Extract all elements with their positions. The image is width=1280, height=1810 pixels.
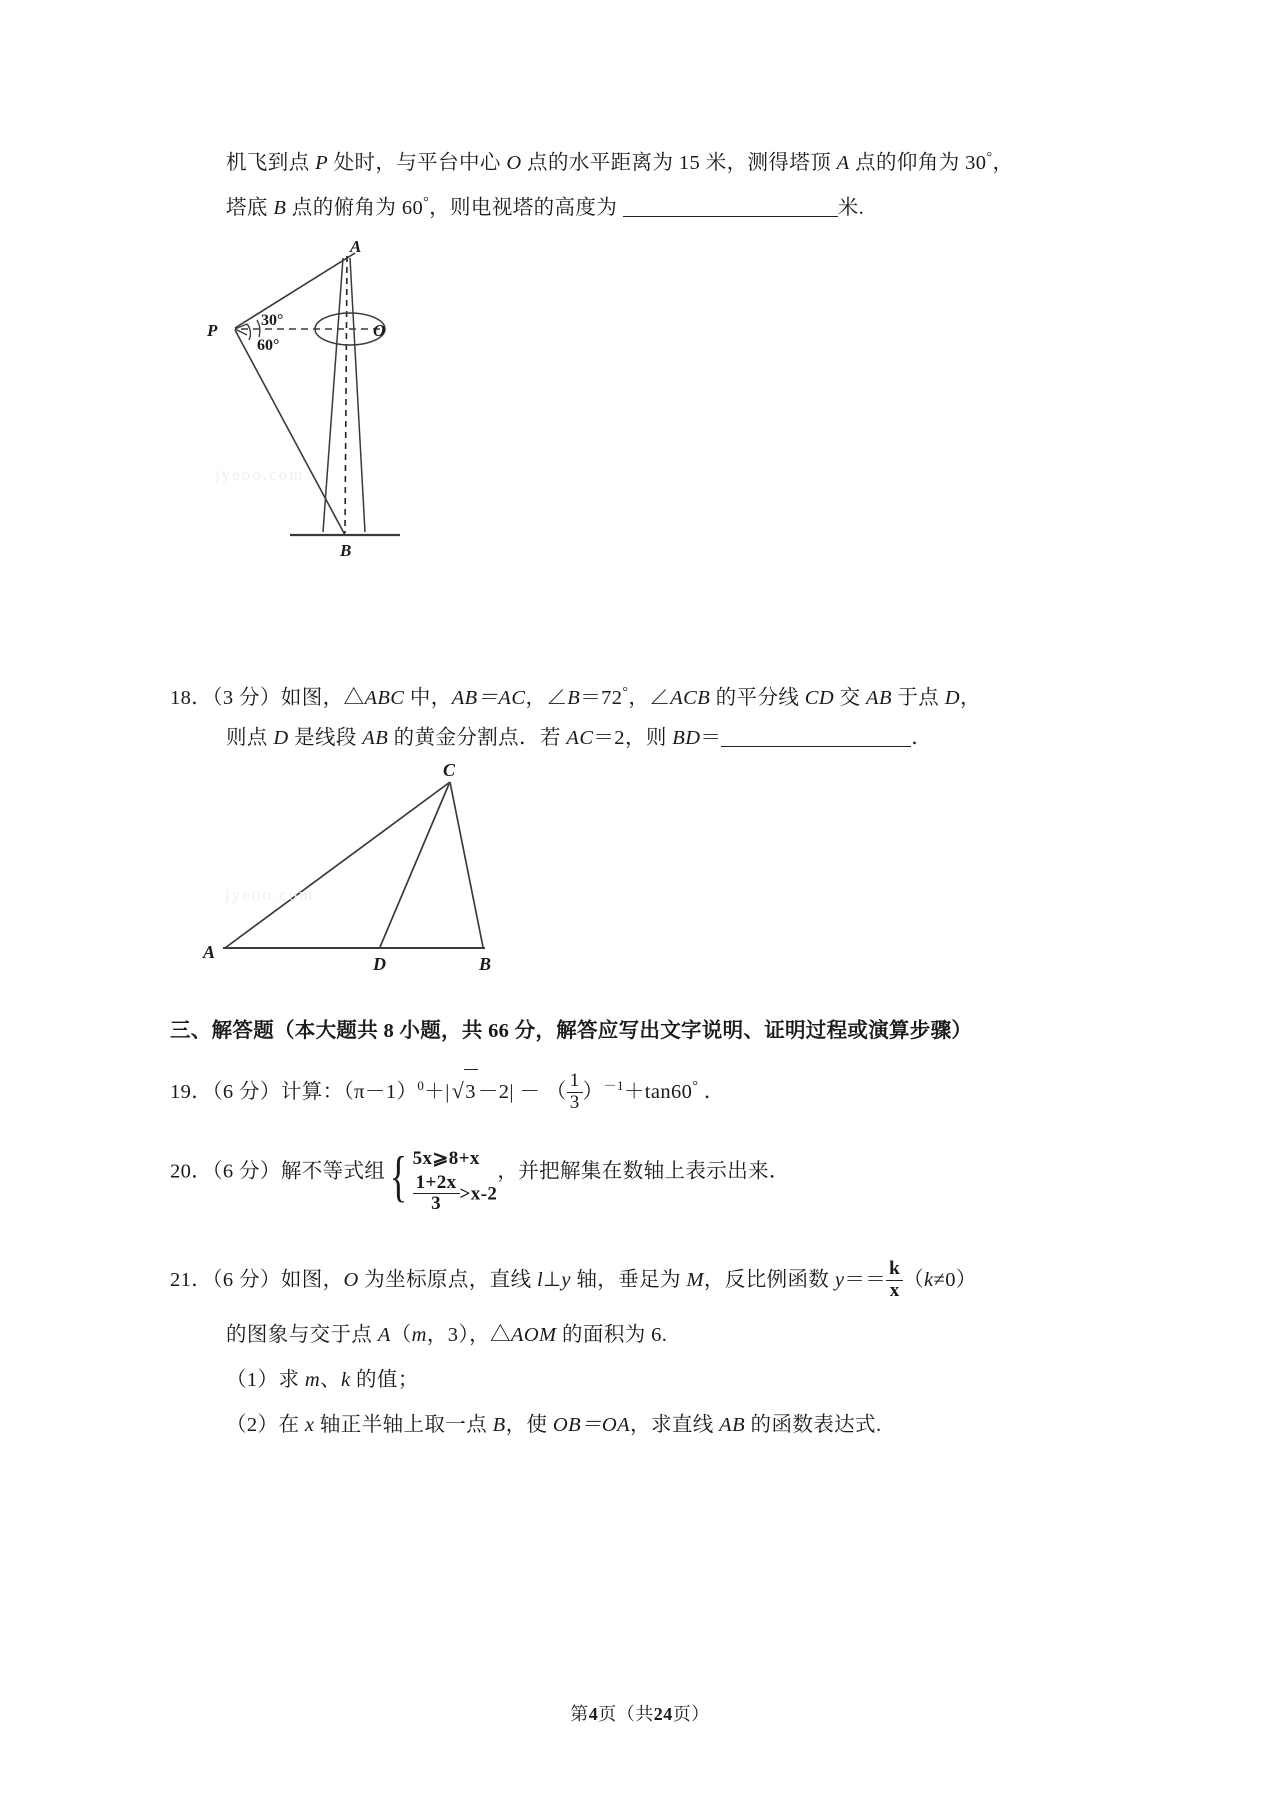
q18-text-k: 是线段: [288, 727, 363, 749]
fig17-label-O: O: [373, 321, 386, 340]
page-footer: [0, 1700, 1280, 1726]
q20-number: 20．: [170, 1160, 213, 1183]
question21-sub2: [226, 1403, 881, 1448]
q19-period: ．: [703, 1080, 725, 1103]
q21-number: 21．: [170, 1269, 213, 1291]
q21-line-l: l: [537, 1269, 544, 1291]
q21-sub1-m: m: [304, 1369, 321, 1391]
q21-text-g: ≠0）: [933, 1269, 977, 1291]
q21-sub2-point-b: B: [492, 1414, 506, 1436]
q21-triangle-aom: AOM: [510, 1324, 557, 1346]
q18-text-a: 如图，△: [280, 686, 365, 709]
footer-total-pages: 24: [653, 1704, 673, 1724]
section-heading-part3: 分，解答应写出文字说明、证明过程或演算步骤）: [509, 1020, 973, 1042]
q19-fraction: [567, 1071, 583, 1113]
q17-point-o: O: [506, 151, 522, 174]
q21-axis-y: y: [561, 1269, 571, 1291]
q19-number: 19．: [170, 1080, 213, 1103]
q21-point-m: M: [686, 1269, 704, 1291]
q20-frac-num: 1+2x: [415, 1171, 457, 1193]
q17-text-g: 点的俯角为 60: [286, 196, 424, 219]
q21-sub1-c: 的值；: [350, 1369, 419, 1391]
q20-system: [413, 1148, 498, 1215]
q18-period: ．: [911, 727, 933, 749]
q18-ab-eq-ac: AB＝AC: [451, 686, 526, 709]
q18-text-j: 则点: [226, 727, 274, 749]
section-heading-part2: 小题，共: [394, 1020, 489, 1042]
q19-frac-num: 1: [569, 1070, 580, 1092]
q21-k: k: [924, 1269, 934, 1291]
q18-text-i: ，: [959, 686, 981, 709]
fig18-label-A: A: [203, 942, 216, 962]
q18-text-b: 中，: [404, 686, 452, 709]
q21-point-a: A: [377, 1324, 391, 1346]
q17-point-a: A: [836, 151, 850, 174]
q18-number: 18．: [170, 686, 213, 709]
q20-prompt: 解不等式组: [280, 1160, 386, 1183]
footer-prefix: 第: [570, 1704, 589, 1724]
q21-origin-o: O: [343, 1269, 359, 1291]
q18-angle-b: B: [567, 686, 581, 709]
q21-sub2-d: ，求直线: [630, 1414, 720, 1436]
footer-page-number: 4: [588, 1704, 599, 1724]
fig17-label-A: A: [350, 240, 362, 256]
footer-suffix: 页）: [672, 1704, 710, 1724]
section-heading-score: 66: [488, 1020, 510, 1042]
q18-answer-blank[interactable]: [721, 746, 911, 747]
q20-fraction: [413, 1173, 460, 1215]
question18-line2: [226, 716, 932, 761]
q17-text-c: 点的水平距离为 15 米，测得塔顶: [521, 151, 837, 174]
figure-triangle-abc: [195, 760, 545, 975]
q21-text-b: 为坐标原点，直线: [358, 1269, 537, 1291]
question21-sub1: [226, 1358, 419, 1403]
q17-point-p: P: [315, 151, 329, 174]
q21-perp: ⊥: [543, 1269, 562, 1291]
fig17-angle-30: 30°: [261, 312, 284, 329]
section-heading-count: 8: [383, 1020, 394, 1042]
q19-paren-open: （: [545, 1080, 567, 1103]
q18-segment-ab: AB: [866, 686, 892, 709]
q17-text-d: 点的仰角为 30: [849, 151, 987, 174]
fig17-angle-60: 60°: [257, 337, 280, 354]
q20-score: （6 分）: [212, 1160, 281, 1183]
q21-text-f: （: [903, 1269, 925, 1291]
q18-text-c: ，∠: [525, 686, 568, 709]
section-heading-part1: 三、解答题（本大题共: [170, 1020, 384, 1042]
fig18-label-D: D: [373, 954, 386, 974]
q19-exponent-zero: 0: [417, 1078, 425, 1093]
q19-paren-close: ）: [582, 1080, 604, 1103]
q18-text-f: 的平分线: [710, 686, 805, 709]
q17-text-f: 塔底: [226, 196, 274, 219]
q21-sub2-e: 的函数表达式.: [745, 1414, 882, 1436]
q18-point-d2: D: [273, 727, 289, 749]
figure-tv-tower: [195, 240, 495, 570]
fig18-label-B: B: [479, 954, 492, 974]
q19-score: （6 分）: [212, 1080, 281, 1103]
q18-point-d: D: [944, 686, 960, 709]
q21-sub2-ab: AB: [719, 1414, 746, 1436]
q19-prompt: 计算：（π－1）: [280, 1080, 418, 1103]
q20-tail: ，并把解集在数轴上表示出来．: [497, 1160, 790, 1183]
question18-line1: [170, 670, 981, 721]
q18-segment-ac: AC: [566, 727, 594, 749]
q18-degree: °: [622, 685, 629, 700]
q21-m-var: m: [411, 1324, 427, 1346]
q18-text-e: ，∠: [628, 686, 671, 709]
q21-text-j: ，3），△: [426, 1324, 511, 1346]
fig18-label-C: C: [443, 760, 456, 780]
q19-tail: ＋tan60: [623, 1080, 693, 1103]
q19-abs-rest: －2| －: [477, 1080, 541, 1103]
q18-angle-acb: ACB: [670, 686, 711, 709]
question21-line1: [170, 1258, 977, 1303]
q20-inequality-1: 5x⩾8+x: [412, 1148, 480, 1169]
q18-segment-ab2: AB: [362, 727, 389, 749]
q21-frac-den: x: [886, 1280, 903, 1302]
q18-text-g: 交: [834, 686, 867, 709]
q21-text-h: 的图象与交于点: [226, 1324, 378, 1346]
q21-text-i: （: [390, 1324, 412, 1346]
q20-inequality-2: [413, 1173, 498, 1215]
q18-score: （3 分）: [212, 686, 281, 709]
q17-text-h: ，则电视塔的高度为: [429, 196, 623, 219]
q21-sub2-a: （2）在: [226, 1414, 305, 1436]
fig17-label-P: P: [207, 321, 218, 340]
q21-text-d: 轴，垂足为: [570, 1269, 687, 1291]
q21-text-k: 的面积为 6.: [556, 1324, 668, 1346]
sqrt-icon: √: [451, 1077, 465, 1103]
q18-text-l: 的黄金分割点．若: [388, 727, 567, 749]
q17-answer-blank[interactable]: [623, 216, 838, 217]
footer-mid: 页（共: [598, 1704, 654, 1724]
watermark-figure17: jyeoo.com: [215, 465, 305, 484]
q18-segment-cd: CD: [804, 686, 835, 709]
section-heading: [170, 1013, 972, 1043]
q21-func-y: y: [834, 1269, 845, 1291]
question17-line1: [226, 135, 1013, 186]
q21-frac-num: k: [889, 1258, 901, 1280]
watermark-figure18: jyeoo.com: [225, 885, 315, 904]
q21-fraction: [886, 1259, 903, 1301]
q21-sub2-b: 轴正半轴上取一点: [314, 1414, 493, 1436]
q18-segment-bd: BD: [672, 727, 701, 749]
q17-point-b: B: [273, 196, 287, 219]
q18-triangle-abc: ABC: [364, 686, 405, 709]
q21-equals: ＝＝: [844, 1269, 887, 1291]
q21-text-e: ，反比例函数: [703, 1269, 835, 1291]
question21-line2: [226, 1313, 667, 1358]
q17-text-a: 机飞到点: [226, 151, 316, 174]
q17-degree-1: °: [986, 150, 993, 165]
q21-sub1-k: k: [341, 1369, 351, 1391]
fig17-label-B: B: [340, 541, 352, 560]
q18-text-n: ＝: [700, 727, 722, 749]
q19-frac-den: 3: [567, 1092, 583, 1114]
q18-text-m: ＝2，则: [593, 727, 673, 749]
q18-text-h: 于点: [891, 686, 945, 709]
q21-score: （6 分）: [212, 1269, 281, 1291]
q19-sqrt: [450, 1068, 478, 1115]
q20-relation: >x-2: [459, 1183, 498, 1205]
q21-text-a: 如图，: [280, 1269, 344, 1291]
question20: [170, 1148, 790, 1215]
q21-sub2-ob-oa: OB＝OA: [552, 1414, 631, 1436]
q21-sub1-a: （1）求: [226, 1369, 305, 1391]
q21-sub2-c: ，使: [505, 1414, 553, 1436]
q19-exponent-neg1: －1: [603, 1078, 624, 1093]
q19-sqrt-body: 3: [464, 1069, 478, 1115]
q21-sub1-b: 、: [320, 1369, 341, 1391]
q19-plus-abs: ＋|: [424, 1080, 450, 1103]
q17-unit: 米.: [837, 196, 865, 219]
q20-frac-den: 3: [413, 1193, 460, 1215]
q21-sub2-x: x: [304, 1414, 315, 1436]
question17-line2: [226, 180, 864, 231]
q17-text-e: ，: [992, 151, 1014, 174]
q17-text-b: 处时，与平台中心: [328, 151, 507, 174]
q19-degree: °: [692, 1079, 699, 1094]
q17-degree-2: °: [423, 195, 430, 210]
question19: [170, 1063, 725, 1115]
system-brace-icon: {: [390, 1146, 408, 1209]
q18-text-d: ＝72: [580, 686, 623, 709]
